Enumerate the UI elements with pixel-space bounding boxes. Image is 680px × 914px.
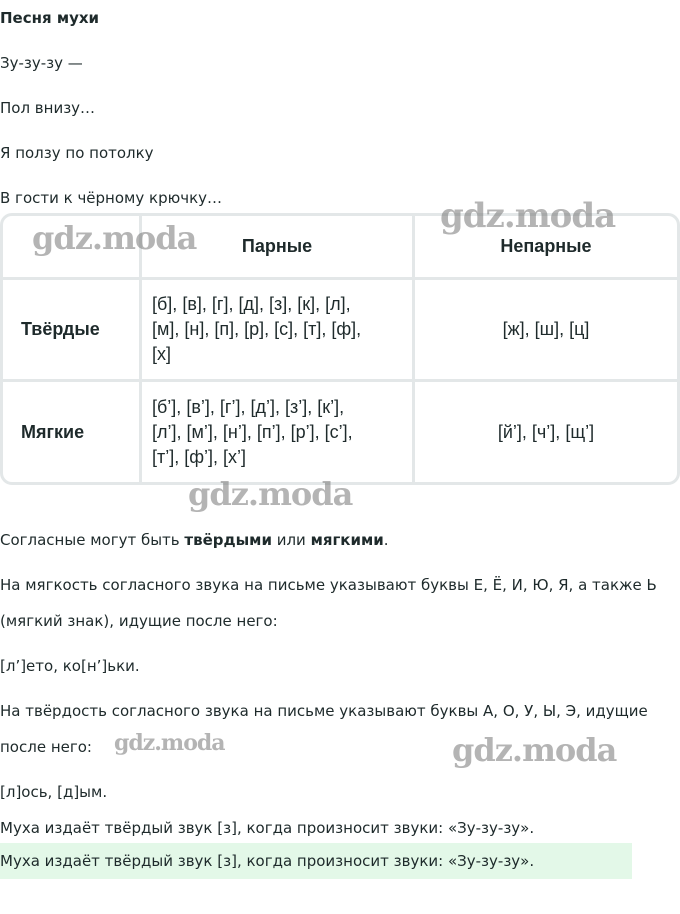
answer-text: Муха издаёт твёрдый звук [з], когда произносит звуки: «Зу-зу-зу». xyxy=(0,819,535,837)
table-row-hard xyxy=(3,280,677,382)
example-soft: [л’]ето, ко[н’]ьки. xyxy=(0,657,140,675)
poem-line-1: Зу-зу-зу — xyxy=(0,54,83,72)
watermark: gdz.moda xyxy=(32,219,197,257)
example-hard: [л]ось, [д]ым. xyxy=(0,783,108,801)
paragraph-softness-line-2: (мягкий знак), идущие после него: xyxy=(0,612,278,630)
answer-highlight-text: Муха издаёт твёрдый звук [з], когда произносит звуки: «Зу-зу-зу». xyxy=(0,852,535,870)
watermark: gdz.moda xyxy=(188,475,353,513)
bold-soft: мягкими xyxy=(310,531,384,549)
hard-paired-cell xyxy=(142,280,415,382)
paragraph-softness-line-1: На мягкость согласного звука на письме указывают буквы Е, Ё, И, Ю, Я, а также Ь xyxy=(0,576,657,594)
poem-line-4: В гости к чёрному крючку… xyxy=(0,189,223,207)
paragraph-hardness-line-2: после него: xyxy=(0,738,92,756)
hard-paired-line-2: [м], [н], [п], [р], [с], [т], [ф], xyxy=(152,319,362,339)
text-run: или xyxy=(271,531,311,549)
soft-paired-line-1: [б’], [в’], [г’], [д’], [з’], [к’], xyxy=(152,396,345,417)
watermark: gdz.moda xyxy=(440,196,616,236)
poem-line-3: Я ползу по потолку xyxy=(0,144,154,162)
watermark: gdz.moda xyxy=(114,730,225,756)
paragraph-hard-soft xyxy=(0,530,389,550)
soft-paired-line-3: [т’], [ф’], [х’] xyxy=(152,446,247,467)
text-run: Согласные могут быть xyxy=(0,531,185,549)
row-header-hard: Твёрдые xyxy=(3,280,142,382)
paragraph-hardness-line-1: На твёрдость согласного звука на письме указывают буквы А, О, У, Ы, Э, идущие xyxy=(0,702,648,720)
column-header-unpaired: Непарные xyxy=(415,216,677,280)
poem-line-2: Пол внизу… xyxy=(0,99,96,117)
soft-paired-cell xyxy=(142,382,415,482)
hard-unpaired-cell: [ж], [ш], [ц] xyxy=(415,280,677,382)
soft-paired-line-2: [л’], [м’], [н’], [п’], [р’], [с’], xyxy=(152,421,353,442)
table-row-soft xyxy=(3,382,677,482)
page-title: Песня мухи xyxy=(0,9,100,27)
soft-unpaired-cell: [й’], [ч’], [щ’] xyxy=(497,421,595,442)
hard-paired-line-3: [х] xyxy=(152,344,172,364)
text-run: . xyxy=(383,531,389,549)
bold-hard: твёрдыми xyxy=(184,531,272,549)
column-header-paired: Парные xyxy=(142,216,415,280)
watermark: gdz.moda xyxy=(452,731,617,769)
row-header-soft: Мягкие xyxy=(3,382,142,482)
hard-paired-line-1: [б], [в], [г], [д], [з], [к], [л], xyxy=(152,294,351,314)
